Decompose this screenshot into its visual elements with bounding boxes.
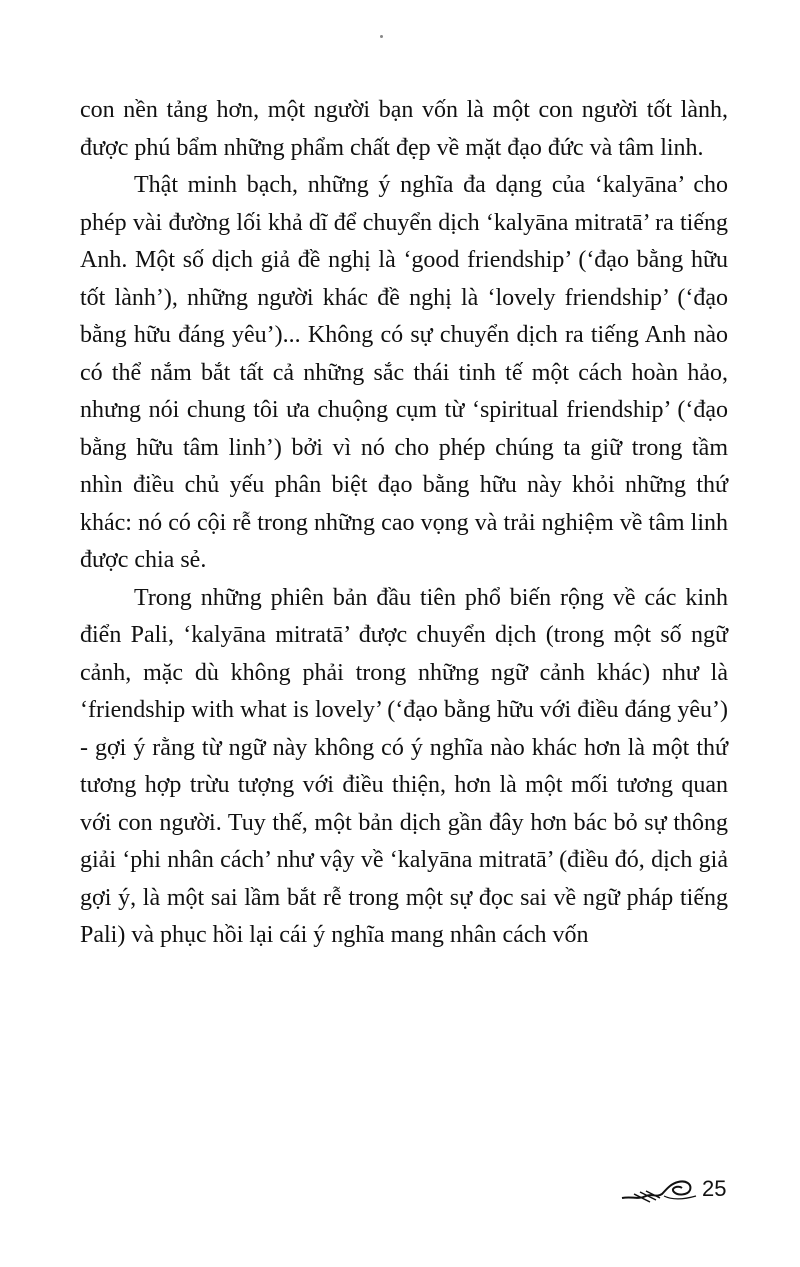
page-footer [620, 1172, 740, 1212]
paragraph-pali-canon-versions: Trong những phiên bản đầu tiên phổ biến rộng về các kinh điển Pali, ‘kalyāna mitratā’ được chuyển dịch (trong một số ngữ cảnh, mặc dù không phải trong những ngữ cảnh khác) như là ‘friendship with what is lovely’ (‘đạo bằng hữu với điều đáng yêu’) - gợi ý rằng từ ngữ này không có ý nghĩa nào khác hơn là một thứ tương hợp trừu tượng với điều thiện, hơn là một mối tương quan với con người. Tuy thế, một bản dịch gần đây hơn bác bỏ sự thông giải ‘phi nhân cách’ như vậy về ‘kalyāna mitratā’ (điều đó, dịch giả gợi ý, là một sai lầm bắt rễ trong một sự đọc sai về ngữ pháp tiếng Pali) và phục hồi lại cái ý nghĩa mang nhân cách vốn [80, 584, 728, 948]
page-body [80, 92, 728, 955]
page-number: 25 [702, 1176, 727, 1201]
paragraph-kalyana-translations: Thật minh bạch, những ý nghĩa đa dạng của ‘kalyāna’ cho phép vài đường lối khả dĩ để chuyển dịch ‘kalyāna mitratā’ ra tiếng Anh. Một số dịch giả đề nghị là ‘good friendship’ (‘đạo bằng hữu tốt lành’), những người khác đề nghị là ‘lovely friendship’ (‘đạo bằng hữu đáng yêu’)... Không có sự chuyển dịch ra tiếng Anh nào có thể nắm bắt tất cả những sắc thái tinh tế một cách hoàn hảo, nhưng nói chung tôi ưa chuộng cụm từ ‘spiritual friendship’ (‘đạo bằng hữu tâm linh’) bởi vì nó cho phép chúng ta giữ trong tầm nhìn điều chủ yếu phân biệt đạo bằng hữu này khỏi những thứ khác: nó có cội rễ trong những cao vọng và trải nghiệm về tâm linh được chia sẻ. [80, 172, 728, 573]
flourish-ornament-icon [620, 1176, 700, 1206]
paragraph-continuation: con nền tảng hơn, một người bạn vốn là một con người tốt lành, được phú bẩm những phẩm chất đẹp về mặt đạo đức và tâm linh. [80, 97, 728, 161]
scan-speck [380, 35, 383, 38]
